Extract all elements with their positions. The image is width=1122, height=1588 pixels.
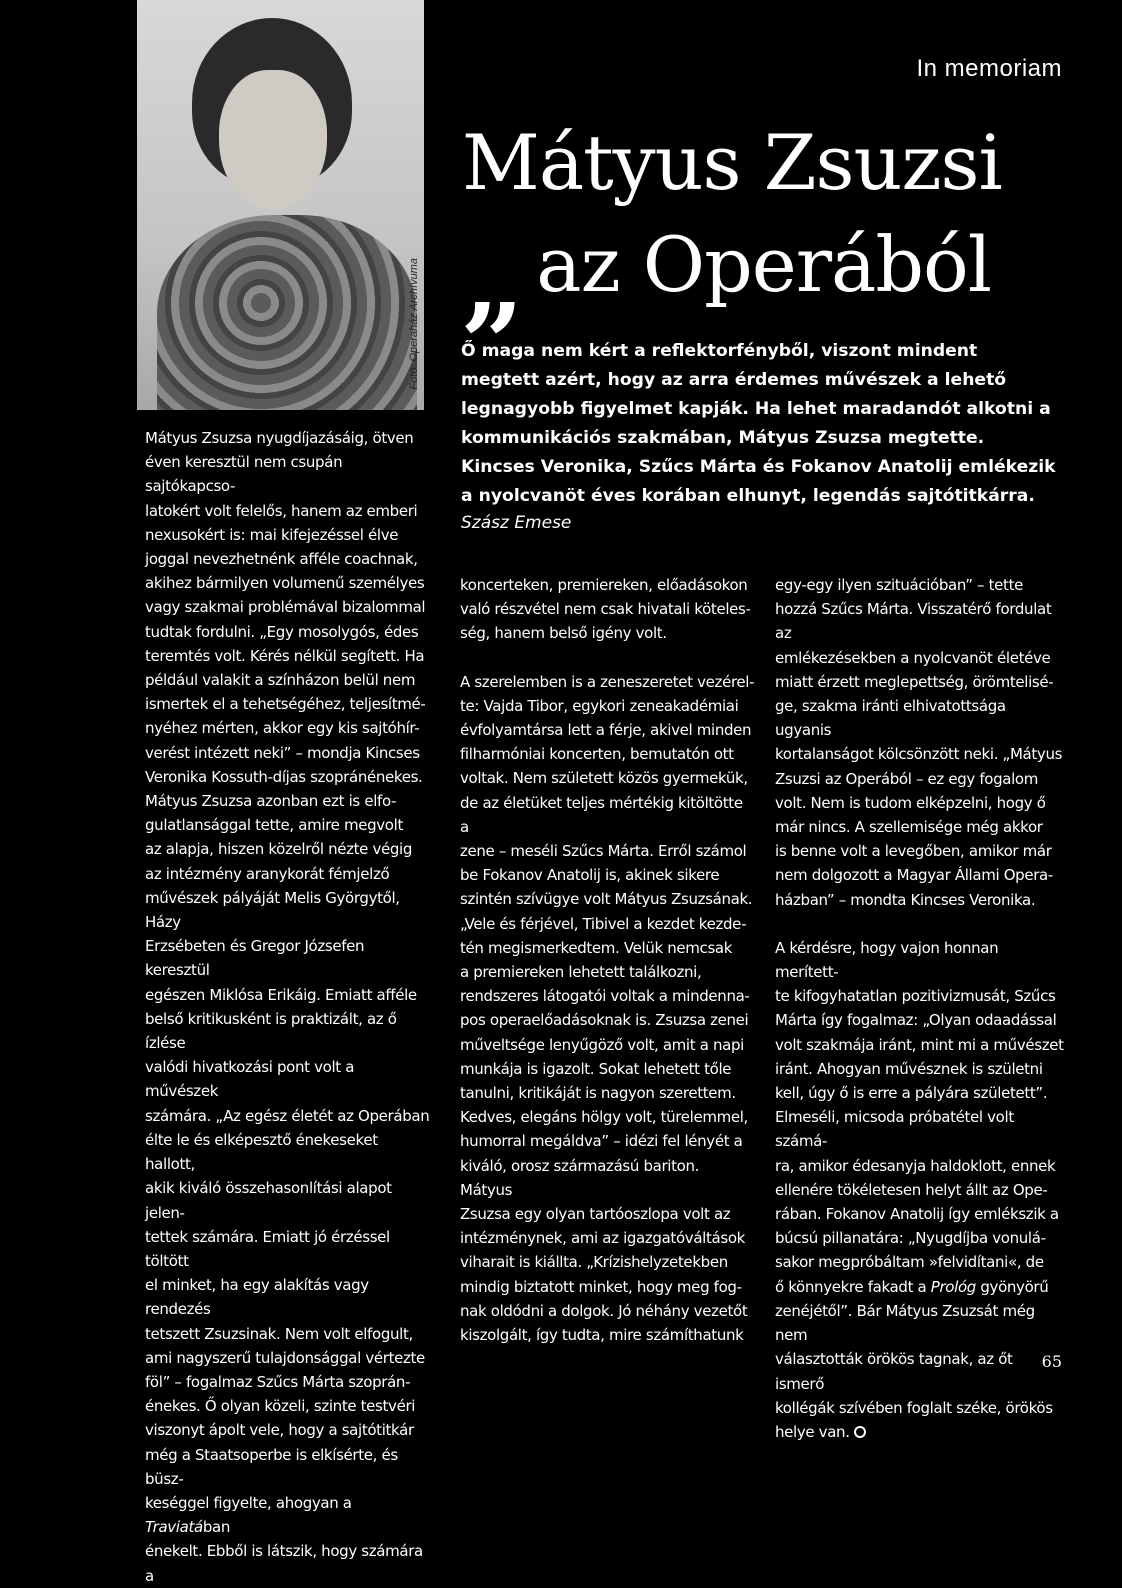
text-column-3 [775, 573, 1065, 1444]
paragraph: Mátyus Zsuzsa nyugdíjazásáig, ötven éven keresztül nem csupán sajtókapcso- latokért volt felelős, hanem az emberi nexusokért is: mai kifejezéssel élve joggal nevezhetnénk afféle coachnak, akihez bármilyen volumenű személyes vagy szakmai problémával bizalommal tudtak fordulni. „Egy mosolygós, édes teremtés volt. Kérés nélkül segített. Ha például valakit a színházon belül nem ismertek el a tehetségéhez, teljesítmé- nyéhez mérten, akkor egy kis sajtóhír- verést intézett neki” – mondja Kincses Veronika Kossuth-díjas szopránénekes. Mátyus Zsuzsa azonban ezt is elfo- gulatlansággal tette, amire megvolt az alapja, hiszen közelről nézte végig az intézmény aranykorát fémjelző művészek pályáját Melis Györgytől, Házy Erzsébeten és Gregor Józsefen keresztül egészen Miklósa Erikáig. Emiatt afféle belső kritikusként is praktizált, az ő ízlése valódi hivatkozási pont volt a művészek számára. „Az egész életét az Operában élte le és elképesztő énekeseket hallott, akik kiváló összehasonlítási alapot jelen- tettek számára. Emiatt jó érzéssel töltött el minket, ha egy alakítás vagy rendezés tetszett Zsuzsinak. Nem volt elfogult, ami nagyszerű tulajdonsággal vértezte föl” – fogalmaz Szűcs Márta szoprán- énekes. Ő olyan közeli, szinte testvéri viszonyt ápolt vele, hogy a sajtótitkár még a Staatsoperbe is elkísérte, és büsz- keséggel figyelte, ahogyan a Traviatában énekelt. Ebből is látszik, hogy számára a [145, 429, 430, 1585]
end-mark-icon [854, 1426, 866, 1438]
paragraph: A kérdésre, hogy vajon honnan merített- te kifogyhatatlan pozitivizmusát, Szűcs Márta így fogalmaz: „Olyan odaadással volt szakmája iránt, mint mi a művészet iránt. Ahogyan művésznek is születni kell, úgy ő is erre a pályára született”. Elmeséli, micsoda próbatétel volt számá- ra, amikor édesanyja haldoklott, ennek ellenére tökéletesen helyt állt az Ope- rában. Fokanov Anatolij így emlékszik a búcsú pillanatára: „Nyugdíjba vonulá- sakor megpróbáltam »felvidítani«, de ő könnyekre fakadt a Prológ gyönyörű zenéjétől”. Bár Mátyus Zsuzsát még nem választották örökös tagnak, az őt ismerő kollégák szívében foglalt széke, örökös helye van. [775, 938, 1064, 1441]
section-label: In memoriam [916, 55, 1062, 82]
text-column-2 [460, 573, 755, 1347]
title-line-2: az Operából [536, 220, 992, 309]
article-author: Szász Emese [461, 513, 572, 533]
portrait-photo [137, 0, 424, 410]
quote-mark: „ [462, 216, 525, 345]
paragraph: koncerteken, premiereken, előadásokon való részvétel nem csak hivatali köteles- ség, hanem belső igény volt. [460, 576, 751, 643]
italic-title: Prológ [930, 1277, 976, 1296]
paragraph: A szerelemben is a zeneszeretet vezérel- te: Vajda Tibor, egykori zeneakadémiai évfolyamtársa lett a férje, akivel minden filharmóniai koncerten, bemutatón ott voltak. Nem született közös gyermekük, de az életüket teljes mértékig kitöltötte a zene – meséli Szűcs Márta. Erről számol be Fokanov Anatolij is, akinek sikere szintén szívügye volt Mátyus Zsuzsának. „Vele és férjével, Tibivel a kezdet kezde- tén megismerkedtem. Velük nemcsak a premiereken lehetett találkozni, rendszeres látogatói voltak a mindenna- pos operaelőadásoknak is. Zsuzsa zenei műveltsége lenyűgöző volt, amit a napi munkája is igazolt. Sokat lehetett tőle tanulni, kritikáját is nagyon szerettem. Kedves, elegáns hölgy volt, türelemmel, humorral megáldva” – idézi fel lényét a kiváló, orosz származású bariton. Mátyus Zsuzsa egy olyan tartóoszlopa volt az intézménynek, ami az igazgatóváltások viharait is kiállta. „Krízishelyzetekben mindig biztatott minket, hogy meg fog- nak oldódni a dolgok. Jó néhány vezetőt kiszolgált, így tudta, mire számíthatunk [460, 672, 755, 1345]
italic-title: Traviatá [145, 1518, 203, 1537]
photo-credit: Fotó: Operaház Archívuma [408, 258, 420, 390]
paragraph: egy-egy ilyen szituációban” – tette hozzá Szűcs Márta. Visszatérő fordulat az emlékezésekben a nyolcvanöt életéve miatt érzett meglepettség, örömtelisé- ge, szakma iránti elhivatottsága ugyanis kortalanságot kölcsönzött neki. „Mátyus Zsuzsi az Operából – ez egy fogalom volt. Nem is tudom elképzelni, hogy ő már nincs. A szellemisége még akkor is benne volt a levegőben, amikor már nem dolgozott a Magyar Állami Opera- házban” – mondta Kincses Veronika. [775, 576, 1063, 909]
page-number: 65 [1041, 1352, 1062, 1371]
title-line-1: Mátyus Zsuzsi [462, 118, 1002, 207]
article-title [462, 112, 1062, 345]
article-lead: Ő maga nem kért a reflektorfényből, viszont mindent megtett azért, hogy az arra érdemes művészek a lehető legnagyobb figyelmet kapják. Ha lehet maradandót alkotni a kommunikációs szakmában, Mátyus Zsuzsa megtette. Kincses Veronika, Szűcs Márta és Fokanov Anatolij emlékezik a nyolcvanöt éves korában elhunyt, legendás sajtótitkárra. [461, 341, 1056, 506]
text-column-1 [145, 426, 430, 1588]
